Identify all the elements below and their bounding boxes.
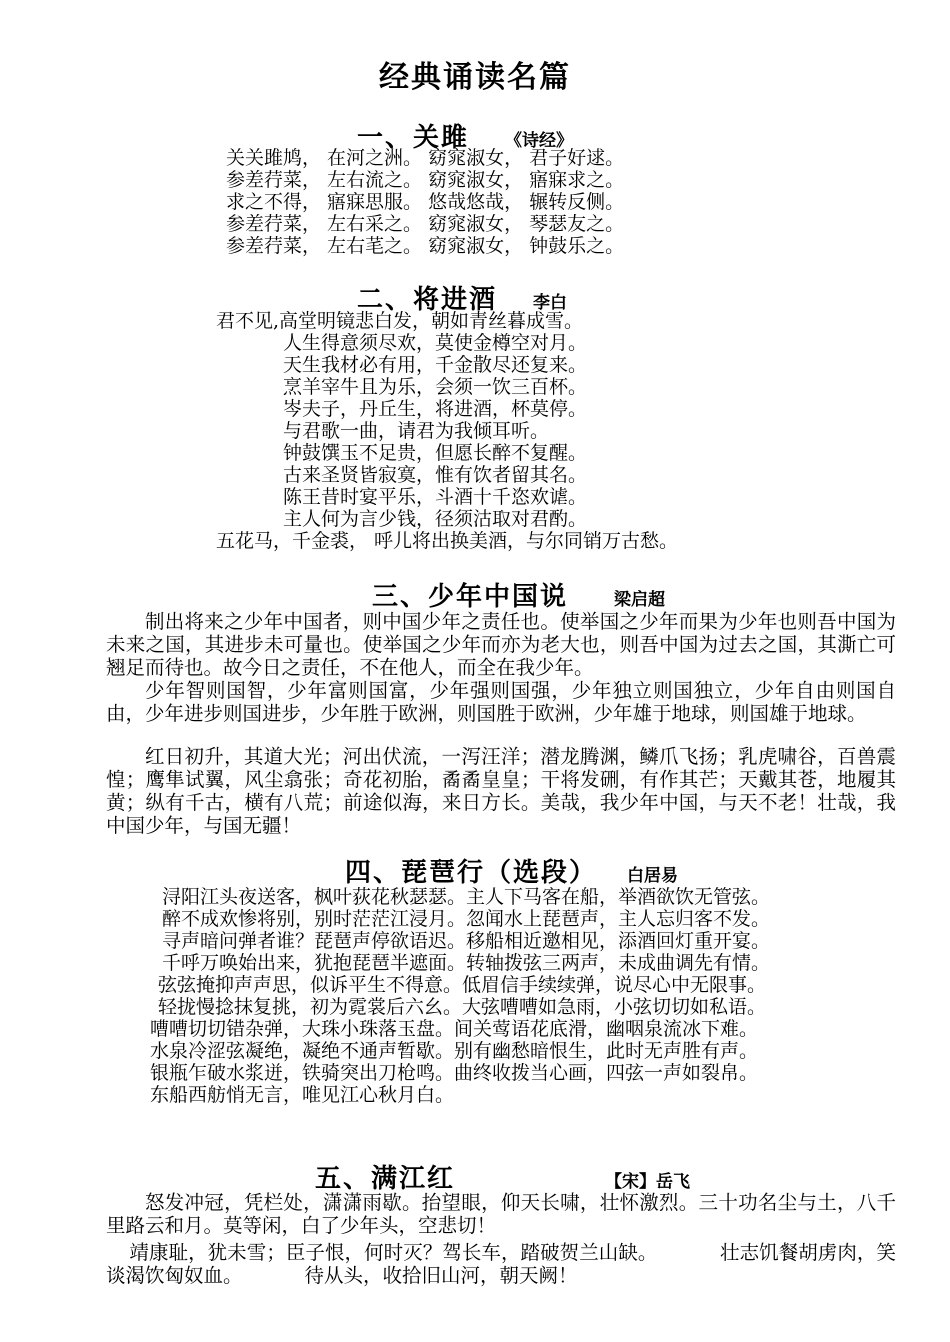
poem-line: 天生我材必有用，千金散尽还复来。: [283, 354, 588, 376]
poem-line: 主人何为言少钱，径须沽取对君酌。: [283, 508, 588, 530]
poem-line: 烹羊宰牛且为乐，会须一饮三百杯。: [283, 376, 588, 398]
document-title: 经典诵读名篇: [379, 60, 571, 95]
section-2-author: 李白: [533, 293, 568, 313]
poem-line: 古来圣贤皆寂寞，惟有饮者留其名。: [283, 464, 588, 486]
poem-line: 寻声暗问弹者谁？琵琶声停欲语迟。移船相近邀相见，添酒回灯重开宴。: [162, 930, 771, 952]
section-2-title: 二、将进酒: [357, 285, 498, 315]
poem-line: 人生得意须尽欢，莫使金樽空对月。: [283, 332, 588, 354]
section-3-title: 三、少年中国说: [372, 582, 569, 612]
prose-paragraph: 靖康耻，犹未雪；臣子恨，何时灭？驾长车，踏破贺兰山缺。 壮志饥餐胡虏肉，笑谈渴饮匈奴血。 待从头，收拾旧山河，朝天阙！: [106, 1241, 896, 1287]
section-5-author: 【宋】岳飞: [605, 1172, 691, 1192]
section-5-title: 五、满江红: [315, 1164, 456, 1194]
poem-line: 弦弦掩抑声声思，似诉平生不得意。低眉信手续续弹，说尽心中无限事。: [158, 974, 767, 996]
poem-line: 轻拢慢捻抹复挑，初为霓裳后六幺。大弦嘈嘈如急雨，小弦切切如私语。: [158, 996, 767, 1018]
section-4-heading: [345, 852, 678, 889]
prose-paragraph: 制出将来之少年中国者，则中国少年之责任也。使举国之少年而果为少年也则吾中国为未来之国，其进步未可量也。使举国之少年而亦为老大也，则吾中国为过去之国，其澌亡可翘足而待也。故今日之责任，不在他人，而全在我少年。: [106, 610, 896, 679]
section-1-author: 《诗经》: [505, 131, 574, 151]
poem-line: 陈王昔时宴平乐，斗酒十千恣欢谑。: [283, 486, 588, 508]
prose-paragraph: 红日初升，其道大光；河出伏流，一泻汪洋；潜龙腾渊，鳞爪飞扬；乳虎啸谷，百兽震惶；鹰隼试翼，风尘翕张；奇花初胎，矞矞皇皇；干将发硎，有作其芒；天戴其苍，地履其黄；纵有千古，横有八荒；前途似海，来日方长。美哉，我少年中国，与天不老！壮哉，我中国少年，与国无疆！: [106, 745, 896, 837]
poem-line: 参差荇菜， 左右芼之。 窈窕淑女， 钟鼓乐之。: [226, 235, 625, 257]
section-1-title: 一、关雎: [357, 123, 470, 153]
poem-line: 五花马，千金裘， 呼儿将出换美酒，与尔同销万古愁。: [216, 530, 679, 552]
poem-line: 水泉冷涩弦凝绝，凝绝不通声暂歇。别有幽愁暗恨生，此时无声胜有声。: [150, 1040, 759, 1062]
section-5-heading: [315, 1158, 690, 1195]
section-4-author: 白居易: [627, 866, 679, 886]
poem-line: 参差荇菜， 左右流之。 窈窕淑女， 寤寐求之。: [226, 169, 625, 191]
section-4-title: 四、琵琶行（选段）: [345, 858, 598, 888]
poem-line: 东船西舫悄无言，唯见江心秋月白。: [150, 1084, 455, 1106]
poem-line: 银瓶乍破水浆迸，铁骑突出刀枪鸣。曲终收拨当心画，四弦一声如裂帛。: [150, 1062, 759, 1084]
poem-line: 醉不成欢惨将别，别时茫茫江浸月。忽闻水上琵琶声，主人忘归客不发。: [162, 908, 771, 930]
poem-line: 求之不得， 寤寐思服。 悠哉悠哉， 辗转反侧。: [226, 191, 625, 213]
poem-line: 君不见,高堂明镜悲白发，朝如青丝暮成雪。: [216, 310, 584, 332]
poem-line: 嘈嘈切切错杂弹，大珠小珠落玉盘。间关莺语花底滑，幽咽泉流冰下难。: [150, 1018, 759, 1040]
poem-line: 千呼万唤始出来，犹抱琵琶半遮面。转轴拨弦三两声，未成曲调先有情。: [162, 952, 771, 974]
prose-paragraph: 怒发冲冠，凭栏处，潇潇雨歇。抬望眼，仰天长啸，壮怀激烈。三十功名尘与土，八千里路云和月。莫等闲，白了少年头，空悲切！: [106, 1191, 896, 1237]
poem-line: 岑夫子，丹丘生，将进酒，杯莫停。: [283, 398, 588, 420]
prose-paragraph: 少年智则国智，少年富则国富，少年强则国强，少年独立则国独立，少年自由则国自由，少年进步则国进步，少年胜于欧洲，则国胜于欧洲，少年雄于地球，则国雄于地球。: [106, 679, 896, 725]
section-3-author: 梁启超: [614, 590, 666, 610]
poem-line: 钟鼓馔玉不足贵，但愿长醉不复醒。: [283, 442, 588, 464]
poem-line: 浔阳江头夜送客，枫叶荻花秋瑟瑟。主人下马客在船，举酒欲饮无管弦。: [162, 886, 771, 908]
section-3-heading: [372, 576, 665, 613]
poem-line: 与君歌一曲，请君为我倾耳听。: [283, 420, 550, 442]
poem-line: 参差荇菜， 左右采之。 窈窕淑女， 琴瑟友之。: [226, 213, 625, 235]
poem-line: 关关雎鸠， 在河之洲。 窈窕淑女， 君子好逑。: [226, 147, 625, 169]
